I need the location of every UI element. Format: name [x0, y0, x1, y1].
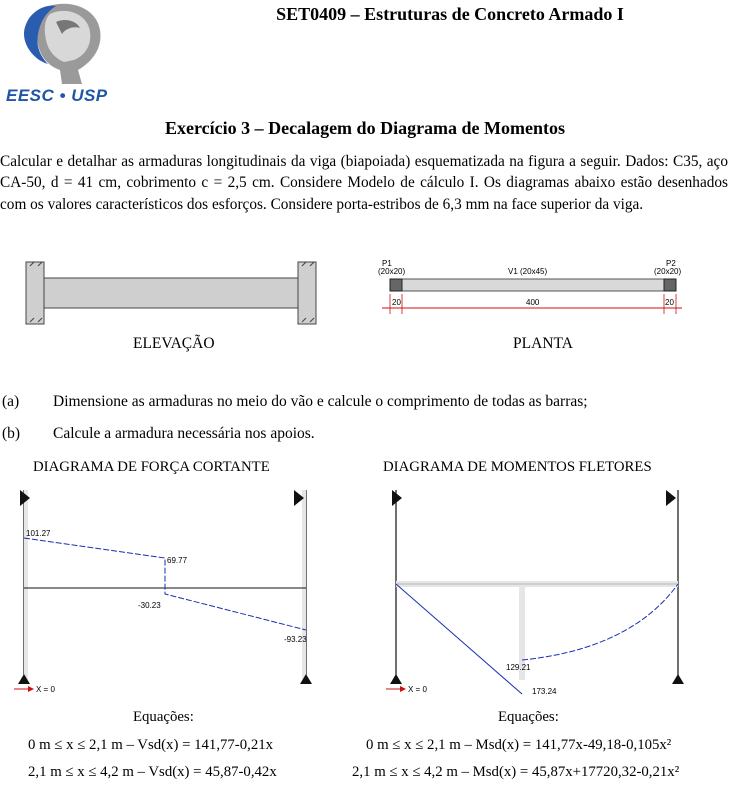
x-arrow-icon: [28, 686, 34, 692]
beam-name: V1 (20x45): [508, 267, 548, 276]
plan-figure: [376, 258, 696, 318]
moment-axis-label: X = 0: [408, 685, 427, 694]
dim-right: 20: [665, 298, 674, 307]
warrior-helmet-icon: [4, 0, 114, 86]
question-a-marker: (a): [2, 393, 20, 410]
shear-value-left: 101.27: [26, 529, 51, 538]
left-flag-icon: [392, 490, 402, 506]
elevation-label: ELEVAÇÃO: [133, 335, 215, 352]
p2-size: (20x20): [654, 267, 682, 276]
right-flag-icon: [666, 490, 676, 506]
elevation-figure: [18, 256, 338, 328]
moment-eq-heading: Equações:: [498, 709, 559, 725]
p1-name: P1: [382, 259, 392, 268]
question-b-text: Calcule a armadura necessária nos apoios.: [53, 425, 315, 442]
shear-axis-label: X = 0: [36, 685, 55, 694]
shear-diagram: [10, 484, 320, 698]
left-support-icon: [18, 674, 30, 684]
exercise-title: Exercício 3 – Decalagem do Diagrama de Momentos: [164, 118, 566, 138]
right-support-icon: [300, 674, 312, 684]
shear-value-right: -93.23: [284, 635, 307, 644]
exercise-statement: Calcular e detalhar as armaduras longitudinais da viga (biapoiada) esquematizada na figura a seguir. Dados: C35, aço CA-50, d = 41 cm, cobrimento c = 2,5 cm. Considere Modelo de cálculo I. Os diagramas abaixo estão desenhados com os valores característicos dos esforços. Considere porta-estribos de 6,3 mm na face superior da viga.: [0, 153, 728, 213]
shear-eq-2: 2,1 m ≤ x ≤ 4,2 m – Vsd(x) = 45,87-0,42x: [28, 764, 277, 780]
shear-eq-heading: Equações:: [133, 709, 194, 725]
right-support-icon: [672, 674, 684, 684]
dim-span: 400: [526, 298, 540, 307]
moment-eq-2: 2,1 m ≤ x ≤ 4,2 m – Msd(x) = 45,87x+17720,32-0,21x²: [352, 764, 680, 780]
p1-size: (20x20): [378, 267, 406, 276]
question-a-text: Dimensione as armaduras no meio do vão e calcule o comprimento de todas as barras;: [53, 393, 588, 410]
moment-diagram-title: DIAGRAMA DE MOMENTOS FLETORES: [383, 459, 652, 475]
question-b-marker: (b): [2, 425, 21, 442]
course-title: SET0409 – Estruturas de Concreto Armado I: [276, 4, 624, 24]
moment-eq-1: 0 m ≤ x ≤ 2,1 m – Msd(x) = 141,77x-49,18-0,105x²: [366, 737, 672, 753]
left-support-icon: [390, 674, 402, 684]
plan-label: PLANTA: [513, 335, 573, 352]
p2-name: P2: [666, 259, 676, 268]
shear-value-mid-bottom: -30.23: [138, 601, 161, 610]
shear-value-mid-top: 69.77: [167, 556, 188, 565]
moment-value-lower: 173.24: [532, 687, 557, 696]
moment-diagram: [382, 484, 692, 698]
dim-left: 20: [392, 298, 401, 307]
shear-diagram-title: DIAGRAMA DE FORÇA CORTANTE: [33, 459, 270, 475]
shear-eq-1: 0 m ≤ x ≤ 2,1 m – Vsd(x) = 141,77-0,21x: [28, 737, 274, 753]
moment-value-upper: 129.21: [506, 663, 531, 672]
logo-text: EESC • USP: [6, 86, 108, 105]
x-arrow-icon: [400, 686, 406, 692]
